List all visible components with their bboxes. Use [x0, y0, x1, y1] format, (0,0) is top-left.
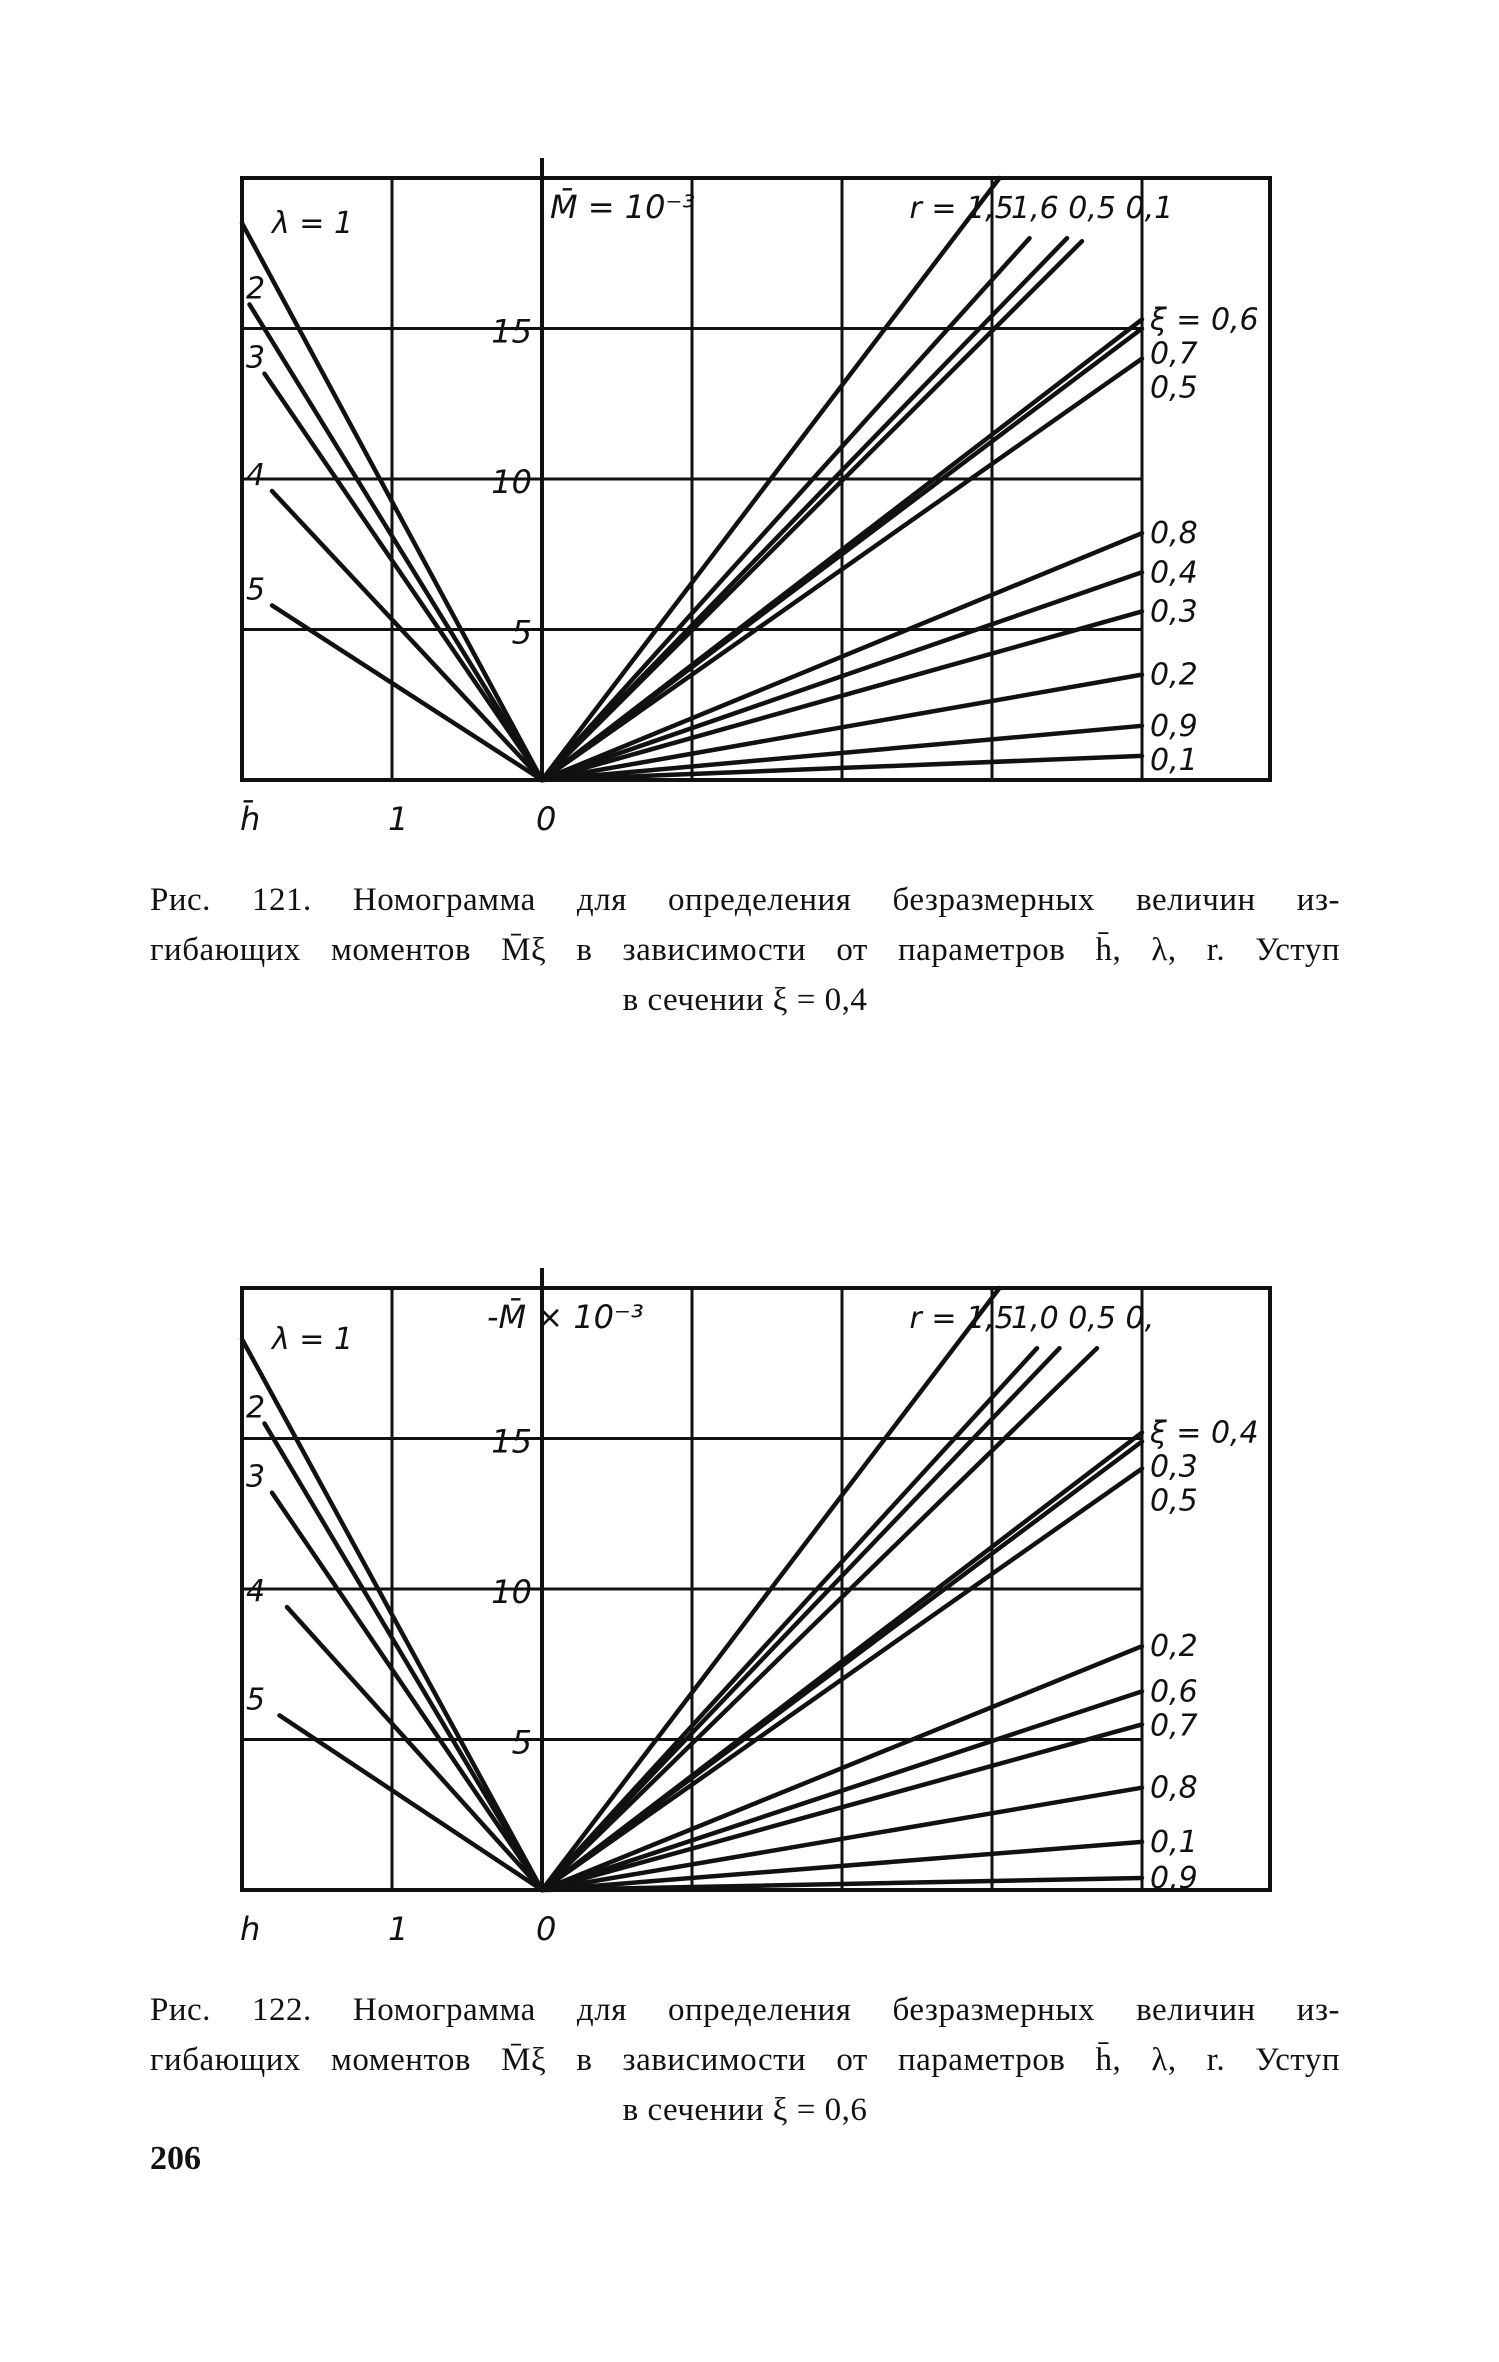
figure-caption-122	[150, 1985, 1340, 2135]
left-series-line	[265, 1423, 543, 1890]
caption-line: Рис. 121. Номограмма для определения безразмерных величин из-	[150, 882, 1340, 918]
left-series-line	[272, 1493, 542, 1890]
y-tick-label: 10	[491, 1573, 532, 1611]
left-series-label: λ = 1	[272, 1322, 354, 1358]
x-tick-label: 1	[388, 800, 409, 838]
x-tick-label: 1	[388, 1910, 409, 1948]
nomogram-chart-121	[0, 0, 1499, 860]
y-tick-label: 15	[491, 1422, 532, 1461]
right-series-label: 0,1	[1150, 1824, 1198, 1860]
y-tick-label: 5	[511, 613, 532, 652]
right-series-label: ξ = 0,4	[1150, 1415, 1259, 1451]
x-tick-label: 0	[536, 800, 557, 838]
right-series-line	[542, 1348, 1060, 1890]
right-series-label: 0,7	[1150, 1708, 1198, 1744]
left-series-label: 5	[246, 1682, 266, 1718]
right-series-label: 0,5	[1150, 370, 1198, 406]
left-series-label: 3	[246, 340, 266, 376]
right-series-label: 0,1	[1150, 742, 1198, 778]
left-series-line	[265, 374, 543, 780]
x-tick-label: h̄	[240, 800, 261, 838]
right-series-label: 0,4	[1150, 555, 1198, 591]
caption-line: в сечении ξ = 0,6	[622, 2092, 868, 2128]
r-series-label: r = 1,5	[909, 191, 1014, 226]
right-series-label: 0,2	[1150, 1629, 1198, 1665]
x-tick-label: h	[240, 1910, 261, 1948]
y-axis-label: -M̄ × 10⁻³	[487, 1298, 644, 1336]
right-series-line	[542, 238, 1030, 780]
left-series-label: 2	[246, 271, 266, 307]
right-series-label: 0,9	[1150, 708, 1198, 744]
right-series-label: 0,6	[1150, 1674, 1198, 1710]
caption-line: гибающих моментов M̄ξ в зависимости от параметров h̄, λ, r. Уступ	[150, 2042, 1340, 2078]
right-series-label: 0,3	[1150, 594, 1198, 630]
caption-line: гибающих моментов M̄ξ в зависимости от параметров h̄, λ, r. Уступ	[150, 932, 1340, 968]
y-axis-label: M̄ = 10⁻³	[550, 188, 696, 226]
left-series-label: 4	[246, 1574, 266, 1610]
figure-caption-121	[150, 875, 1340, 1025]
left-series-label: 3	[246, 1459, 266, 1495]
r-series-label: r = 1,5	[909, 1301, 1014, 1336]
left-series-label: 2	[246, 1390, 266, 1426]
right-series-label: 0,2	[1150, 657, 1198, 693]
y-tick-label: 10	[491, 463, 532, 501]
nomogram-chart-122	[0, 1110, 1499, 1970]
right-series-label: 0,5	[1150, 1483, 1198, 1519]
page-number: 206	[150, 2140, 201, 2177]
left-series-label: 5	[246, 572, 266, 608]
right-series-label: 0,3	[1150, 1449, 1198, 1485]
right-series-label: 0,8	[1150, 516, 1198, 552]
r-series-label: 1,0 0,5 0,	[1011, 1301, 1155, 1336]
right-series-label: 0,8	[1150, 1770, 1198, 1806]
y-tick-label: 15	[491, 312, 532, 351]
left-series-line	[250, 304, 543, 780]
y-tick-label: 5	[511, 1723, 532, 1762]
caption-line: в сечении ξ = 0,4	[622, 982, 868, 1018]
left-series-line	[272, 491, 542, 780]
right-series-label: ξ = 0,6	[1150, 302, 1259, 338]
left-series-line	[272, 605, 542, 780]
right-series-label: 0,7	[1150, 336, 1198, 372]
caption-line: Рис. 122. Номограмма для определения безразмерных величин из-	[150, 1992, 1340, 2028]
r-series-label: 1,6 0,5 0,1	[1011, 191, 1174, 226]
left-series-label: λ = 1	[272, 206, 354, 242]
x-tick-label: 0	[536, 1910, 557, 1948]
right-series-label: 0,9	[1150, 1860, 1198, 1896]
left-series-label: 4	[246, 458, 266, 494]
